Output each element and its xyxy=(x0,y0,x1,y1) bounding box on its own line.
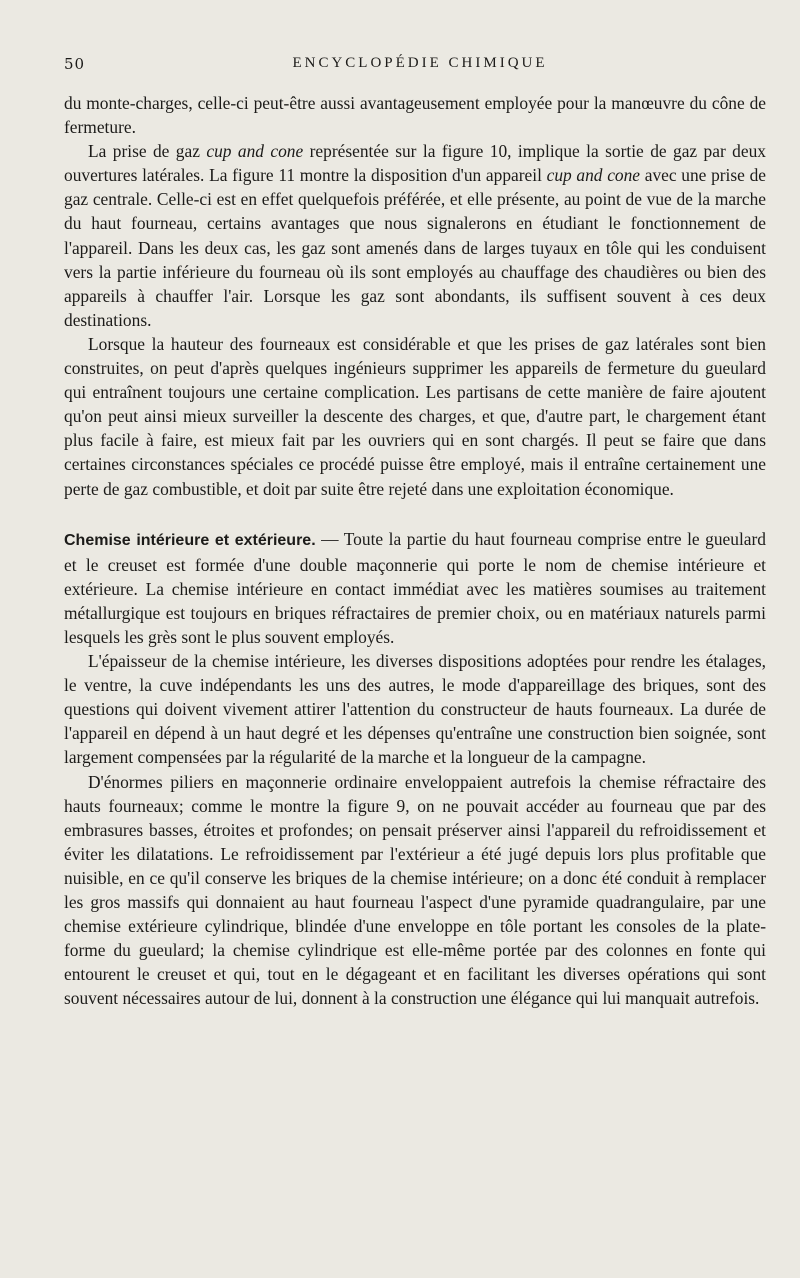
paragraph-chemise-text: — Toute la partie du haut fourneau comprise entre le gueulard et le creuset est formée d'une double maçonnerie qui porte le nom de chemise intérieure et extérieure. La chemise intérieure en contact immédiat avec les matières soumises au traitement métallurgique est toujours en briques réfractaires de premier choix, ou en matériaux naturels parmi lesquels les grès sont le plus souvent employés. xyxy=(64,528,766,647)
paragraph-continuation: du monte-charges, celle-ci peut-être aussi avantageusement employée pour la manœuvre du cône de fermeture. xyxy=(64,93,766,138)
section-spacer xyxy=(64,501,766,527)
paragraph-section-chemise xyxy=(64,527,766,649)
running-title: ENCYCLOPÉDIE CHIMIQUE xyxy=(292,55,548,71)
paragraph-gas-intake-end: avec une prise de gaz centrale. Celle-ci est en effet quelquefois préférée, et elle présente, au point de vue de la marche du haut fourneau, certains avantages que nous signalerons en étudiant le fonctionnement de l'appareil. Dans les deux cas, les gaz sont amenés dans de larges tuyaux en tôle qui les conduisent vers la partie inférieure du fourneau où ils sont employés au chauffage des chaudières ou bien des appareils à chauffer l'air. Lorsque les gaz sont abondants, ils suffisent souvent à ces deux destinations. xyxy=(64,165,766,330)
term-cup-and-cone: cup and cone xyxy=(206,141,304,162)
body-text xyxy=(64,91,766,1010)
page-header xyxy=(64,55,766,91)
paragraph-furnace-height: Lorsque la hauteur des fourneaux est considérable et que les prises de gaz latérales sont bien construites, on peut d'après quelques ingénieurs supprimer les appareils de fermeture du gueulard qui entraînent toujours une certaine complication. Les partisans de cette manière de faire ajoutent qu'on peut ainsi mieux surveiller la descente des charges, et que, d'autre part, le chargement étant plus facile à faire, est mieux fait par les ouvriers qui en sont chargés. Il peut se faire que dans certaines circonstances spéciales ce procédé puisse être employé, mais il entraîne certainement une perte de gaz combustible, et doit par suite être rejeté dans une exploitation économique. xyxy=(64,333,766,499)
paragraph-pillars: D'énormes piliers en maçonnerie ordinaire enveloppaient autrefois la chemise réfractaire des hauts fourneaux; comme le montre la figure 9, on ne pouvait accéder au fourneau que par des embrasures basses, étroites et profondes; on pensait préserver ainsi l'appareil du refroidissement et éviter les dilatations. Le refroidissement par l'extérieur a été jugé depuis lors plus profitable que nuisible, en ce qu'il conserve les briques de la chemise intérieure; on a donc été conduit à remplacer les gros massifs qui donnaient au haut fourneau l'aspect d'une pyramide quadrangulaire, par une chemise extérieure cylindrique, blindée d'une enveloppe en tôle portant les consoles de la plate-forme du gueulard; la chemise cylindrique est elle-même portée par des colonnes en fonte qui entourent le creuset et qui, tout en le dégageant et en facilitant les diverses opérations qui sont souvent nécessaires autour de lui, donnent à la construction une élégance qui lui manquait autrefois. xyxy=(64,771,766,1009)
section-title: Chemise intérieure et extérieure. xyxy=(64,531,316,549)
term-cup-and-cone-2: cup and cone xyxy=(546,165,641,186)
paragraph-gas-intake xyxy=(64,139,766,332)
page-number: 50 xyxy=(64,55,86,73)
paragraph-gas-intake-middle: représentée sur la figure 10, implique la sortie de gaz par deux ouvertures latérales. La figure 11 montre la disposition d'un appareil xyxy=(64,141,766,186)
paragraph-gas-intake-start: La prise de gaz xyxy=(88,141,207,162)
paragraph-thickness: L'épaisseur de la chemise intérieure, les diverses dispositions adoptées pour rendre les étalages, le ventre, la cuve indépendants les uns des autres, le mode d'appareillage des briques, sont des questions qui doivent vivement attirer l'attention du constructeur de hauts fourneaux. La durée de l'appareil en dépend à un haut degré et les dépenses qu'entraîne une construction bien soignée, sont largement compensées par la régularité de la marche et la longueur de la campagne. xyxy=(64,651,766,768)
